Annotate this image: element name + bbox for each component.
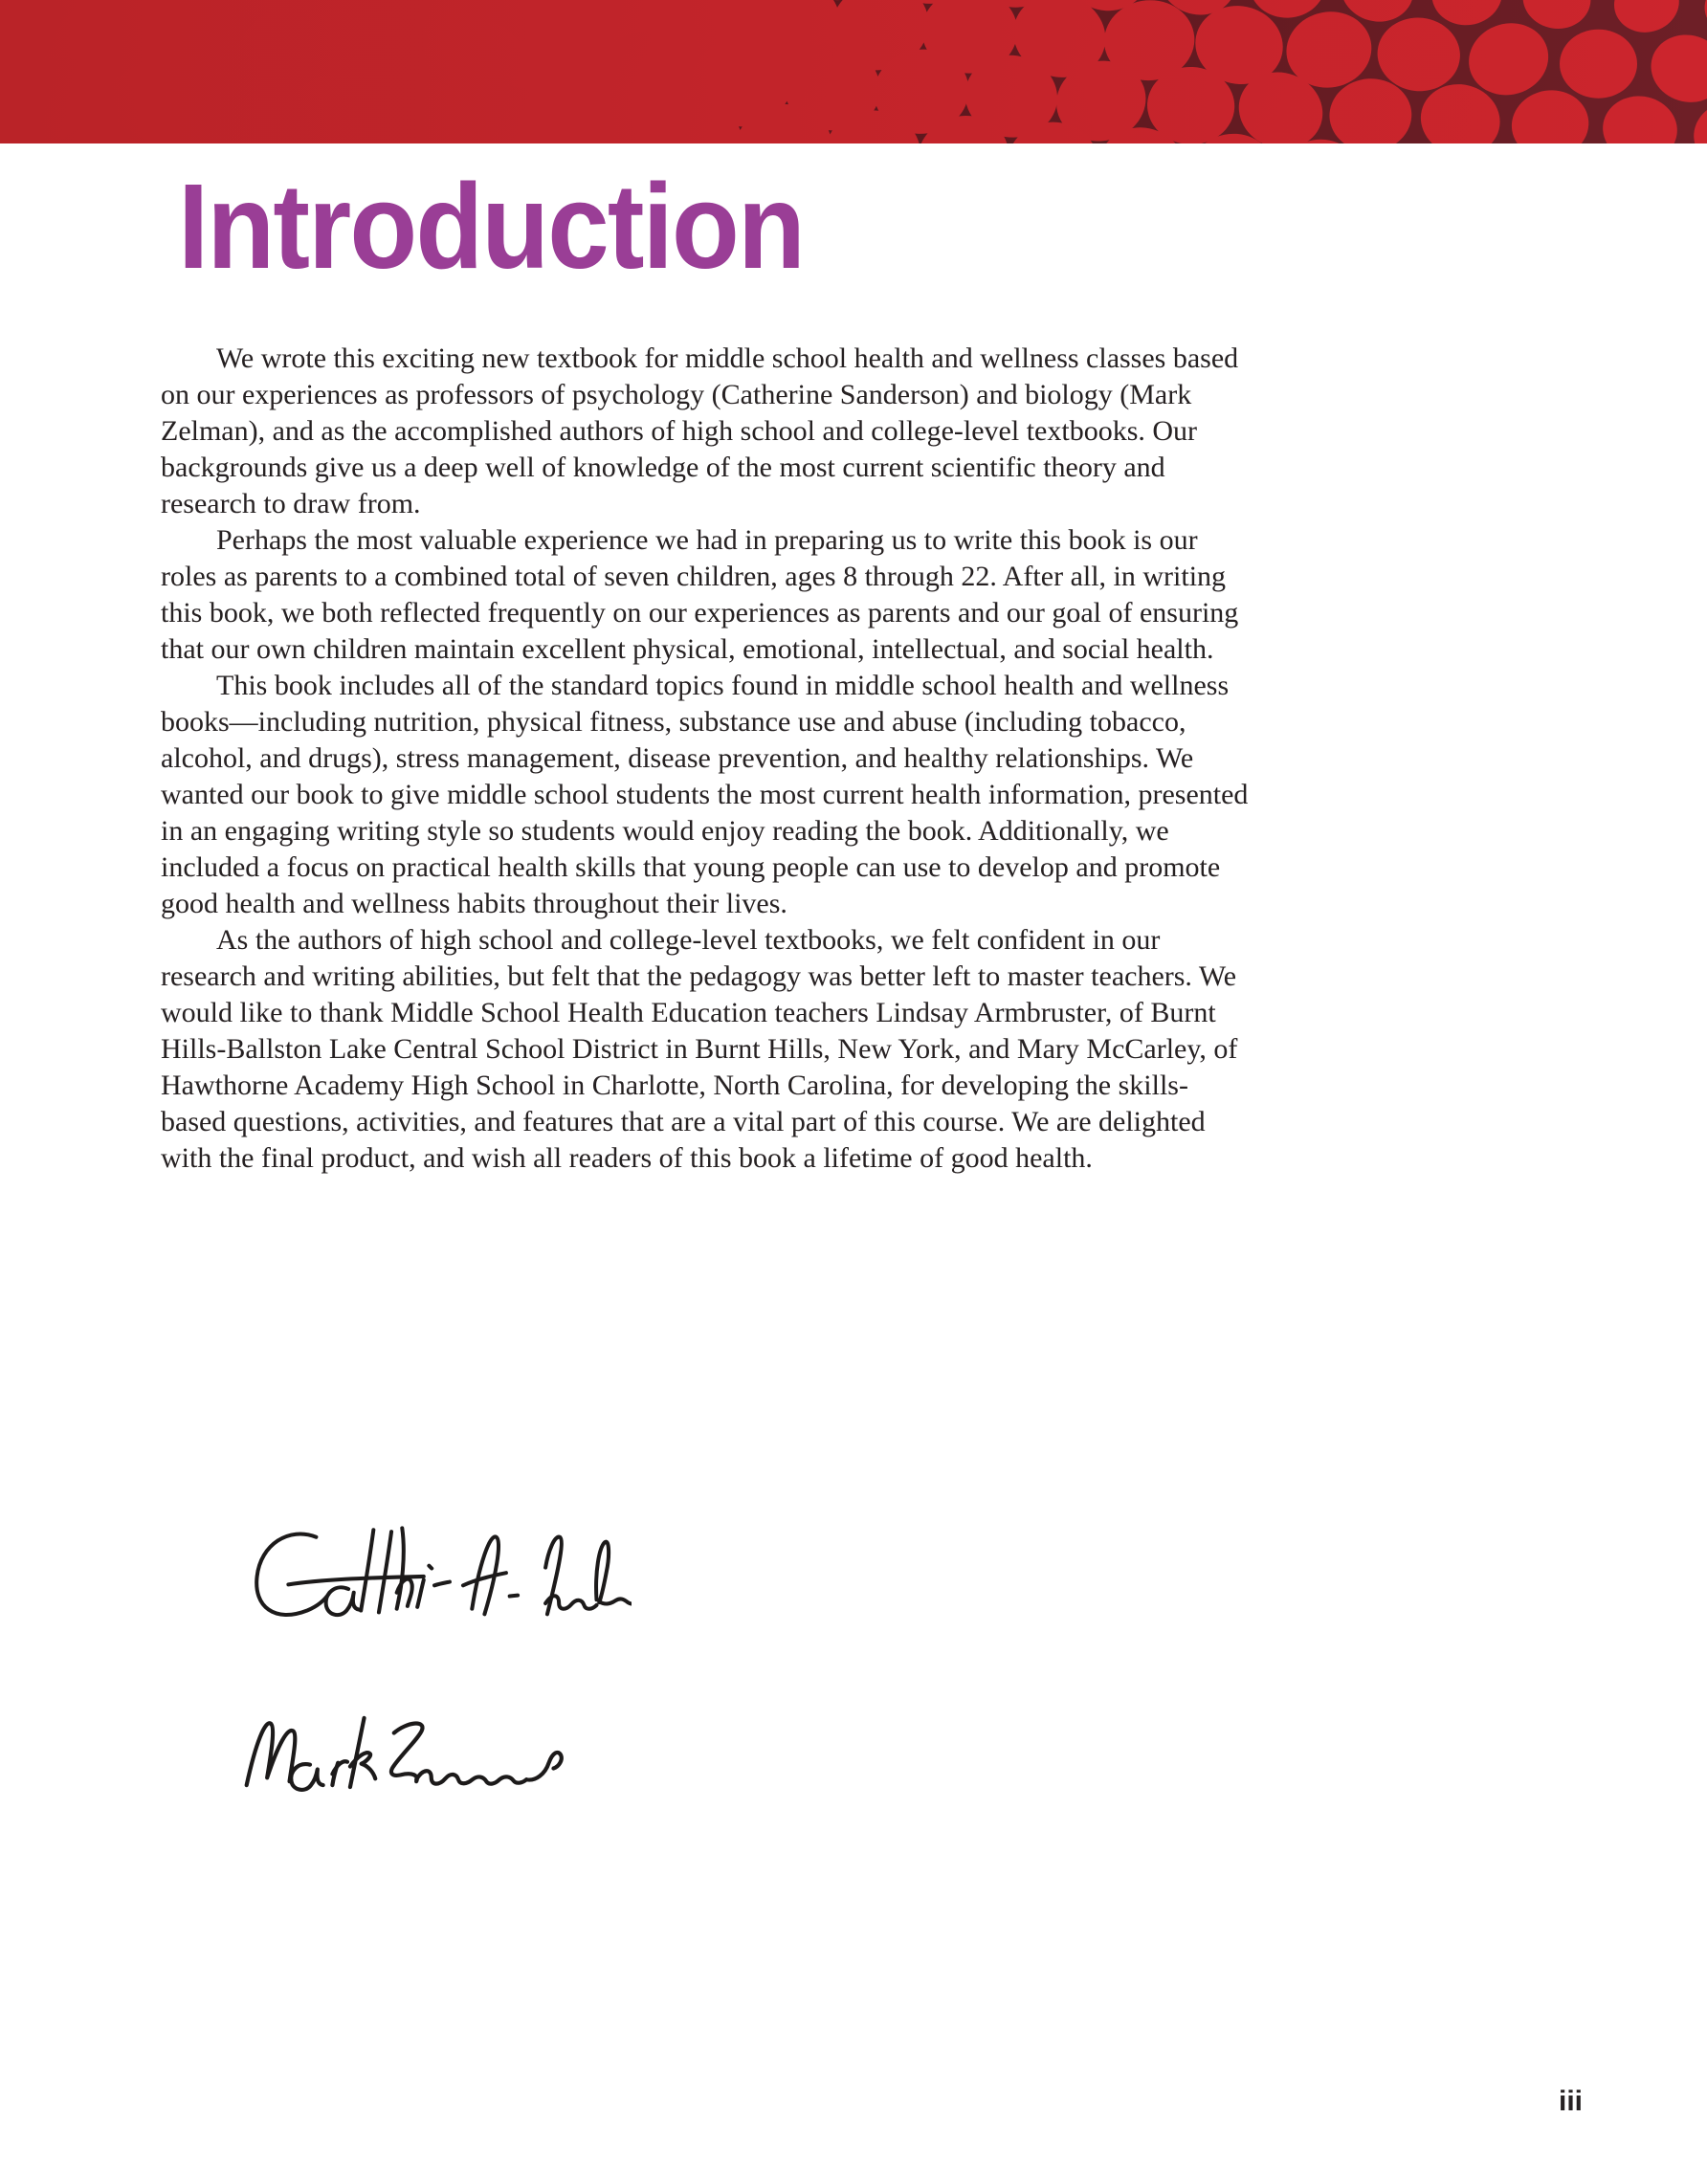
introduction-text xyxy=(161,341,1253,1177)
paragraph: We wrote this exciting new textbook for middle school health and wellness classes based on our experiences as professors of psychology (Catherine Sanderson) and biology (Mark Zelman), and as the accomplished authors of high school and college-level textbooks. Our backgrounds give us a deep well of knowledge of the most current scientific theory and research to draw from. xyxy=(161,342,1239,519)
page-number: iii xyxy=(1558,2085,1583,2117)
signature-catherine-sanderson xyxy=(237,1517,632,1634)
signature-mark-zelman xyxy=(235,1705,609,1798)
paragraph: Perhaps the most valuable experience we had in preparing us to write this book is our roles as parents to a combined total of seven children, ages 8 through 22. After all, in writing this book, we both reflected frequently on our experiences as parents and our goal of ensuring that our own children maintain excellent physical, emotional, intellectual, and social health. xyxy=(161,524,1239,665)
page-title: Introduction xyxy=(178,159,804,294)
banner-dot-pattern xyxy=(0,0,1707,143)
halftone-banner xyxy=(0,0,1707,143)
paragraph: This book includes all of the standard topics found in middle school health and wellness books—including nutrition, physical fitness, substance use and abuse (including tobacco, alcohol, and drugs), stress management, disease prevention, and healthy relationships. We wanted our book to give middle school students the most current health information, presented in an engaging writing style so students would enjoy reading the book. Additionally, we included a focus on practical health skills that young people can use to develop and promote good health and wellness habits throughout their lives. xyxy=(161,670,1249,919)
paragraph: As the authors of high school and college-level textbooks, we felt confident in our research and writing abilities, but felt that the pedagogy was better left to master teachers. We would like to thank Middle School Health Education teachers Lindsay Armbruster, of Burnt Hills-Ballston Lake Central School District in Burnt Hills, New York, and Mary McCarley, of Hawthorne Academy High School in Charlotte, North Carolina, for developing the skills-based questions, activities, and features that are a vital part of this course. We are delighted with the final product, and wish all readers of this book a lifetime of good health. xyxy=(161,924,1238,1174)
